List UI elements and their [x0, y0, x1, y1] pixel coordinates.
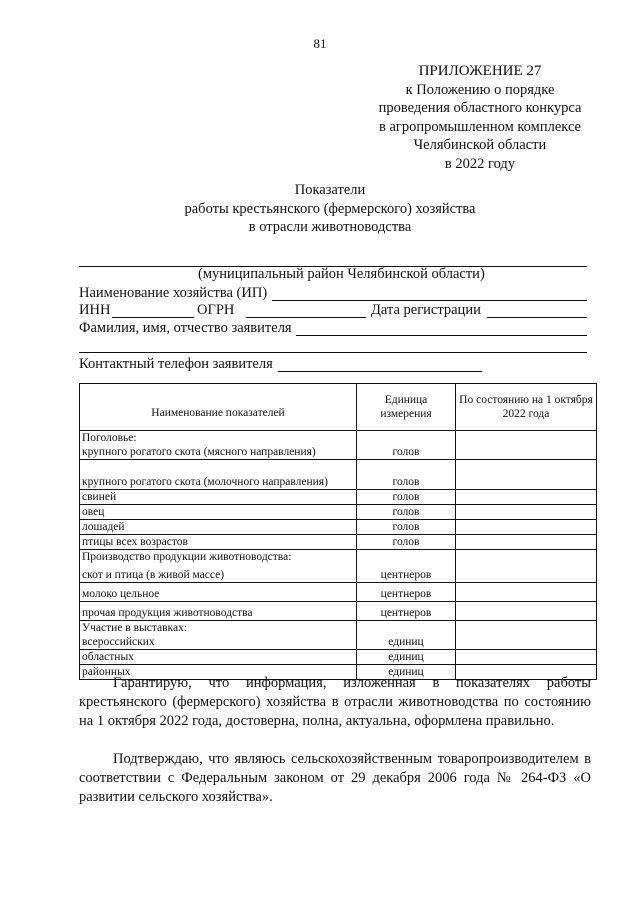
row-value-cell[interactable] — [456, 650, 597, 665]
appendix-block — [350, 62, 610, 173]
confirmation-paragraph — [79, 750, 591, 807]
title-line: в отрасли животноводства — [248, 219, 412, 235]
row-value-cell[interactable] — [456, 635, 597, 650]
row-name: птицы всех возрастов — [80, 535, 357, 550]
row-unit: центнеров — [357, 602, 456, 621]
registration-date-field-line[interactable] — [487, 317, 587, 318]
farm-name-label: Наименование хозяйства (ИП) — [79, 285, 268, 301]
row-name: областных — [80, 650, 357, 665]
row-unit: голов — [357, 505, 456, 520]
row-name: лошадей — [80, 520, 357, 535]
row-unit — [357, 550, 456, 565]
guarantee-paragraph — [79, 674, 591, 731]
applicant-name-label: Фамилия, имя, отчество заявителя — [79, 320, 292, 336]
row-unit — [357, 621, 456, 636]
appendix-line: в агропромышленном комплексе — [378, 118, 581, 135]
table-row — [80, 602, 597, 621]
row-unit: голов — [357, 535, 456, 550]
row-name: молоко цельное — [80, 583, 357, 602]
phone-field-line[interactable] — [278, 371, 482, 372]
row-name: районных — [80, 665, 357, 680]
row-unit: голов — [357, 445, 456, 460]
table-row — [80, 505, 597, 520]
table-row — [80, 431, 597, 446]
row-name: Поголовье: — [80, 431, 357, 446]
table-row — [80, 490, 597, 505]
title-line: Показатели — [294, 182, 366, 198]
appendix-line: в 2022 году — [444, 155, 516, 172]
row-unit — [357, 431, 456, 446]
appendix-line: проведения областного конкурса — [378, 100, 582, 116]
table-row — [80, 535, 597, 550]
applicant-name-field-line-2[interactable] — [79, 352, 587, 353]
table-row — [80, 650, 597, 665]
appendix-title: ПРИЛОЖЕНИЕ 27 — [418, 63, 542, 79]
row-name: прочая продукция животноводства — [80, 602, 357, 621]
table-row — [80, 621, 597, 636]
table-header-row — [80, 384, 597, 431]
row-name: скот и птица (в живой массе) — [80, 564, 357, 583]
row-unit: голов — [357, 520, 456, 535]
page-number: 81 — [313, 36, 327, 51]
applicant-name-field-line[interactable] — [296, 335, 587, 336]
row-name: крупного рогатого скота (мясного направления) — [80, 445, 357, 460]
inn-label: ИНН — [79, 302, 111, 318]
ogrn-label: ОГРН — [197, 302, 235, 318]
table-row — [80, 564, 597, 583]
indicators-table — [79, 383, 597, 680]
row-name: всероссийских — [80, 635, 357, 650]
table-row — [80, 520, 597, 535]
table-row — [80, 460, 597, 490]
row-unit: единиц — [357, 665, 456, 680]
table-row — [80, 445, 597, 460]
row-name: овец — [80, 505, 357, 520]
row-value-cell[interactable] — [456, 431, 597, 446]
row-value-cell[interactable] — [456, 550, 597, 565]
table-row — [80, 583, 597, 602]
row-name: крупного рогатого скота (молочного направления) — [80, 460, 357, 490]
row-value-cell[interactable] — [456, 445, 597, 460]
appendix-line: Челябинской области — [413, 137, 547, 153]
row-value-cell[interactable] — [456, 490, 597, 505]
registration-date-label: Дата регистрации — [371, 302, 481, 318]
row-name: Производство продукции животноводства: — [80, 550, 357, 565]
ogrn-field-line[interactable] — [246, 317, 366, 318]
row-unit: голов — [357, 490, 456, 505]
row-unit: голов — [357, 460, 456, 490]
row-name: Участие в выставках: — [80, 621, 357, 636]
row-name: свиней — [80, 490, 357, 505]
table-row — [80, 635, 597, 650]
row-unit: единиц — [357, 650, 456, 665]
header-name: Наименование показателей — [80, 384, 357, 431]
appendix-line: к Положению о порядке — [405, 81, 555, 98]
document-title — [0, 181, 640, 237]
row-value-cell[interactable] — [456, 621, 597, 636]
table-row — [80, 550, 597, 565]
row-unit: центнеров — [357, 564, 456, 583]
row-unit: единиц — [357, 635, 456, 650]
row-value-cell[interactable] — [456, 460, 597, 490]
district-caption: (муниципальный район Челябинской области) — [198, 266, 485, 282]
title-line: работы крестьянского (фермерского) хозяйства — [184, 200, 476, 217]
row-value-cell[interactable] — [456, 602, 597, 621]
farm-name-field-line[interactable] — [272, 300, 587, 301]
row-value-cell[interactable] — [456, 520, 597, 535]
row-value-cell[interactable] — [456, 535, 597, 550]
row-value-cell[interactable] — [456, 583, 597, 602]
row-value-cell[interactable] — [456, 505, 597, 520]
row-unit: центнеров — [357, 583, 456, 602]
header-value: По состоянию на 1 октября 2022 года — [456, 384, 597, 431]
guarantee-text: Гарантирую, что информация, изложенная в показателях работы крестьянского (фермерского) хозяйства в отрасли животноводства по состоянию на 1 октября 2022 года, достоверна, полна, актуальна, оформлена правильно. — [79, 675, 591, 729]
header-unit: Единица измерения — [357, 384, 456, 431]
inn-field-line[interactable] — [112, 317, 194, 318]
row-value-cell[interactable] — [456, 564, 597, 583]
confirmation-text: Подтверждаю, что являюсь сельскохозяйственным товаропроизводителем в соответствии с Федеральным законом от 29 декабря 2006 года № 264-ФЗ «О развитии сельского хозяйства». — [79, 751, 591, 805]
phone-label: Контактный телефон заявителя — [79, 356, 273, 372]
